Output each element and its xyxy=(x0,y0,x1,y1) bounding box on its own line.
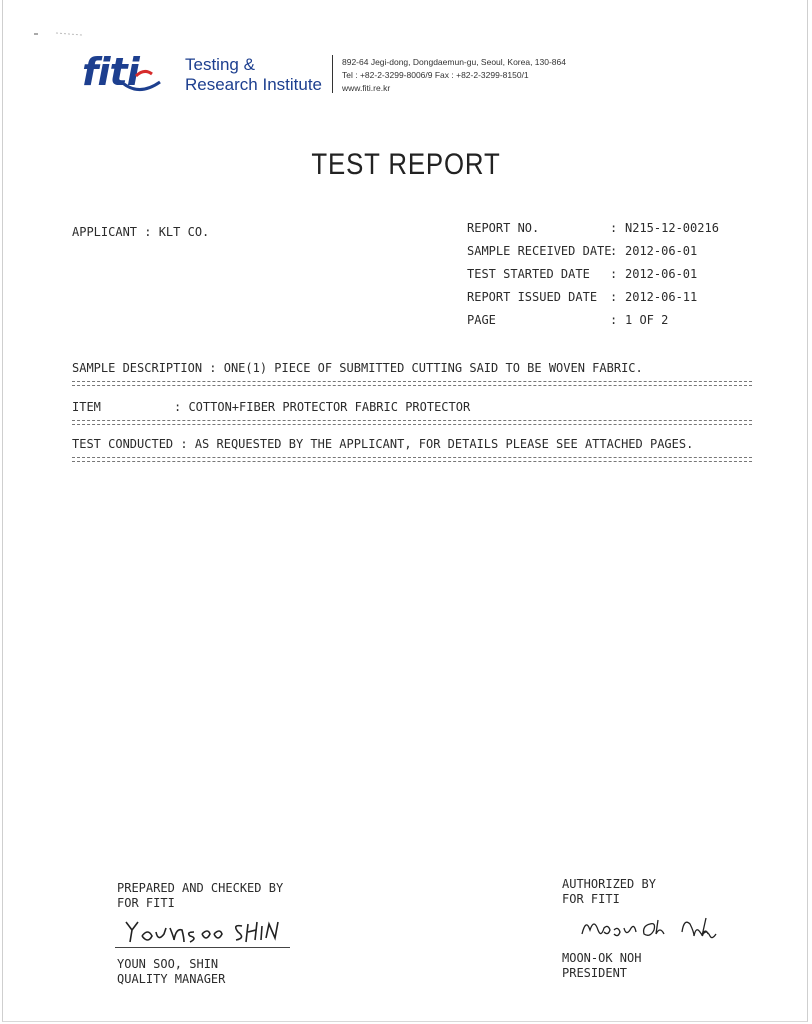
info-colon: : xyxy=(610,244,618,258)
signature-moon-ok-noh xyxy=(578,912,738,944)
signature-youn-soo-shin xyxy=(120,912,295,948)
item-label: ITEM xyxy=(72,400,101,414)
applicant: APPLICANT : KLT CO. xyxy=(72,225,210,239)
info-value: 2012-06-01 xyxy=(625,244,698,258)
authorized-position: PRESIDENT xyxy=(562,966,628,980)
sample-description: SAMPLE DESCRIPTION : ONE(1) PIECE OF SUBMITTED CUTTING SAID TO BE WOVEN FABRIC. xyxy=(72,361,643,375)
prepared-name: YOUN SOO, SHIN xyxy=(117,957,219,971)
institute-name-line2: Research Institute xyxy=(185,75,323,94)
prepared-line1: PREPARED AND CHECKED BY xyxy=(117,881,284,895)
info-label: REPORT ISSUED DATE xyxy=(467,290,598,304)
prepared-by-block xyxy=(117,881,283,911)
info-value: 2012-06-01 xyxy=(625,267,698,281)
info-value: N215-12-00216 xyxy=(625,221,719,235)
info-value: 1 OF 2 xyxy=(625,313,669,327)
info-value: 2012-06-11 xyxy=(625,290,698,304)
info-colon: : xyxy=(610,267,618,281)
authorized-name: MOON-OK NOH xyxy=(562,951,642,965)
info-colon: : xyxy=(610,221,618,235)
header-divider xyxy=(332,55,333,93)
logo-swirl-icon xyxy=(120,62,180,96)
authorized-by-block xyxy=(562,877,656,907)
test-conducted: TEST CONDUCTED : AS REQUESTED BY THE APPLICANT, FOR DETAILS PLEASE SEE ATTACHED PAGES. xyxy=(72,437,694,451)
double-divider xyxy=(72,381,752,386)
info-label: REPORT NO. xyxy=(467,221,540,235)
double-divider xyxy=(72,420,752,425)
prepared-signer xyxy=(117,957,225,987)
authorized-signer xyxy=(562,951,641,981)
institute-name xyxy=(185,55,322,95)
info-label: SAMPLE RECEIVED DATE xyxy=(467,244,612,258)
info-colon: : xyxy=(610,290,618,304)
scan-artifact xyxy=(34,30,84,38)
phone-fax: Tel : +82-2-3299-8006/9 Fax : +82-2-3299-8150/1 xyxy=(342,70,529,80)
item-value: : COTTON+FIBER PROTECTOR FABRIC PROTECTOR xyxy=(174,400,471,414)
fiti-logo: fiti xyxy=(82,50,139,94)
prepared-position: QUALITY MANAGER xyxy=(117,972,226,986)
page-title: TEST REPORT xyxy=(311,148,501,181)
prepared-line2: FOR FITI xyxy=(117,896,175,910)
authorized-line2: FOR FITI xyxy=(562,892,620,906)
contact-block xyxy=(342,56,566,95)
authorized-line1: AUTHORIZED BY xyxy=(562,877,656,891)
info-label: TEST STARTED DATE xyxy=(467,267,590,281)
address: 892-64 Jegi-dong, Dongdaemun-gu, Seoul, Korea, 130-864 xyxy=(342,57,566,67)
info-colon: : xyxy=(610,313,618,327)
institute-name-line1: Testing & xyxy=(185,55,255,74)
double-divider xyxy=(72,457,752,462)
signature-underline xyxy=(115,947,290,948)
website: www.fiti.re.kr xyxy=(342,83,391,93)
info-label: PAGE xyxy=(467,313,496,327)
